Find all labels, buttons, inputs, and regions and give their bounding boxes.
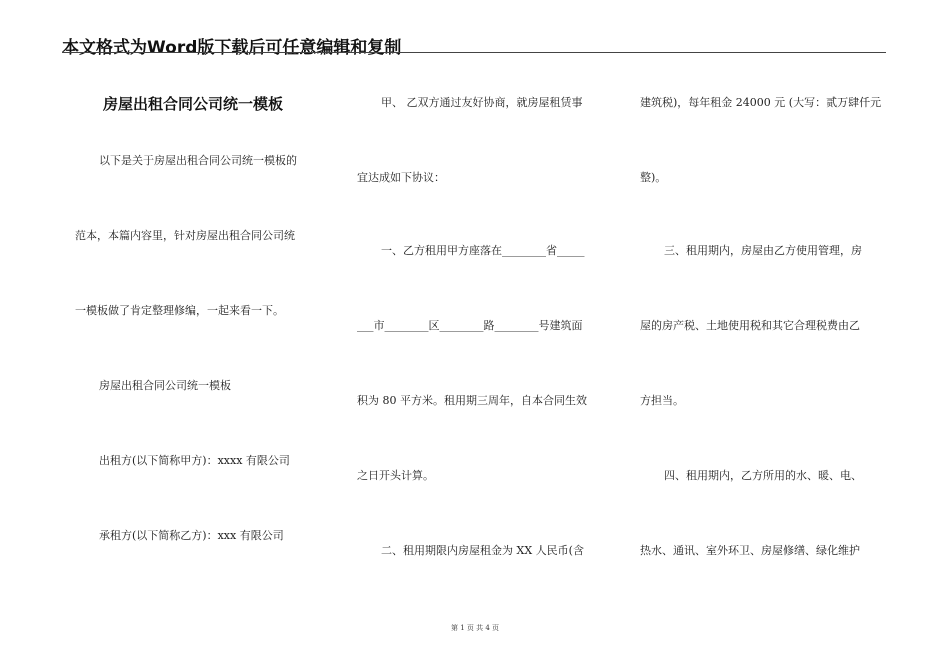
document-title: 房屋出租合同公司统一模板 <box>103 95 284 113</box>
paragraph-line: 宜达成如下协议： <box>357 171 445 184</box>
lessee-line: 承租方(以下简称乙方)：xxx 有限公司 <box>99 529 284 542</box>
clause-line: 积为 80 平方米。租用期三周年，自本合同生效 <box>357 394 587 407</box>
page-number: 第 1 页 共 4 页 <box>450 624 500 632</box>
clause-line: 方担当。 <box>640 394 684 407</box>
paragraph-line: 一模板做了肯定整理修编，一起来看一下。 <box>75 304 284 317</box>
text-column-left <box>75 0 325 620</box>
clause-line: 整)。 <box>640 171 667 184</box>
clause-line: 一、乙方租用甲方座落在________省_____ <box>381 244 585 257</box>
clause-line: 之日开头计算。 <box>357 469 434 482</box>
text-column-right <box>640 0 890 620</box>
clause-line: 四、租用期内，乙方所用的水、暖、电、 <box>664 469 862 482</box>
download-notice: 本文格式为Word版下载后可任意编辑和复制 <box>62 38 402 58</box>
paragraph-line: 范本，本篇内容里，针对房屋出租合同公司统 <box>75 229 295 242</box>
text-column-middle <box>357 0 607 620</box>
paragraph-line: 以下是关于房屋出租合同公司统一模板的 <box>99 154 297 167</box>
paragraph-line: 甲、 乙双方通过友好协商，就房屋租赁事 <box>381 96 583 109</box>
clause-line: 热水、通讯、室外环卫、房屋修缮、绿化维护 <box>640 544 860 557</box>
clause-line: 二、租用期限内房屋租金为 XX 人民币(含 <box>381 544 584 557</box>
clause-line: 建筑税)，每年租金 24000 元 (大写：贰万肆仟元 <box>640 96 882 109</box>
clause-line: 三、租用期内，房屋由乙方使用管理，房 <box>664 244 862 257</box>
subtitle-line: 房屋出租合同公司统一模板 <box>99 379 231 392</box>
clause-line: ___市________区________路________号建筑面 <box>357 319 583 332</box>
clause-line: 屋的房产税、土地使用税和其它合理税费由乙 <box>640 319 860 332</box>
lessor-line: 出租方(以下简称甲方)：xxxx 有限公司 <box>99 454 290 467</box>
